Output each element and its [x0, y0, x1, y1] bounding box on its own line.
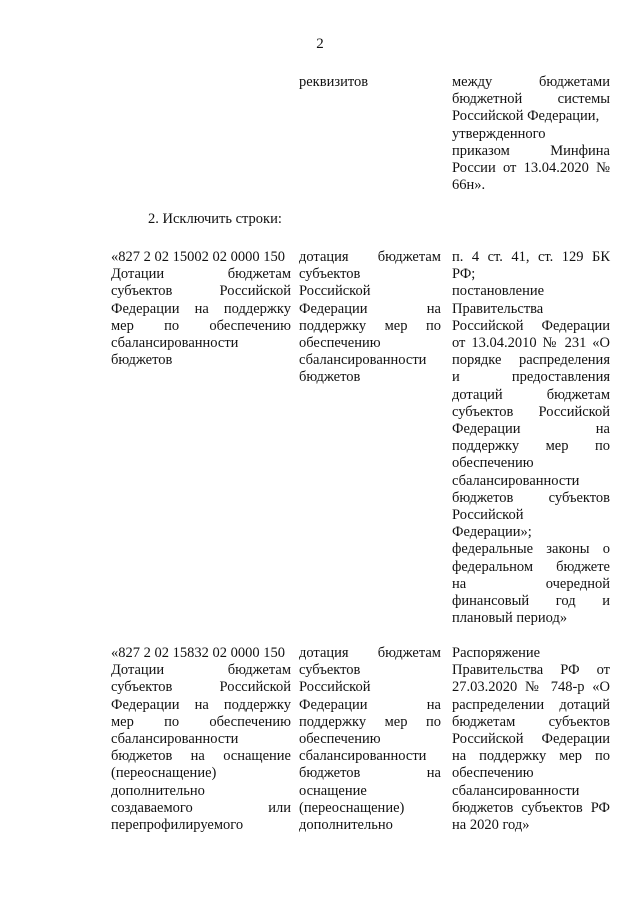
text-line: на поддержку мер по: [452, 748, 610, 765]
text-line: Федерации на: [299, 300, 441, 317]
text-line: поддержку мер по: [299, 713, 441, 730]
text-line: сбалансированности: [299, 748, 427, 765]
text-line: Российской Федерации: [452, 317, 610, 334]
row-1-legal-basis-cell: [452, 249, 610, 627]
row-2-code-cell: [111, 645, 291, 834]
text-line: бюджетов на: [299, 765, 441, 782]
text-line: бюджетам субъектов: [452, 713, 610, 730]
text-line: постановление: [452, 283, 545, 300]
text-line: федеральном бюджете: [452, 558, 610, 575]
text-line: Российской: [299, 283, 371, 300]
text-line: Федерации на поддержку: [111, 300, 291, 317]
top-row-requisites-cell: [299, 74, 439, 91]
text-line: поддержку мер по: [452, 438, 610, 455]
row-1-description-cell: [299, 249, 441, 387]
text-line: Дотации бюджетам: [111, 662, 291, 679]
text-line: создаваемого или: [111, 799, 291, 816]
text-line: бюджетов: [111, 352, 173, 369]
text-line: между бюджетами: [452, 74, 610, 90]
text-line: на 2020 год»: [452, 817, 530, 834]
text-line: бюджетов субъектов: [452, 489, 610, 506]
text-line: (переоснащение): [299, 799, 405, 816]
text-line: субъектов Российской: [111, 283, 291, 300]
text-line: дополнительно: [111, 782, 205, 799]
text-line: Федерации»;: [452, 524, 532, 541]
text-line: утвержденного: [452, 125, 546, 142]
text-line: 66н».: [452, 177, 486, 194]
text-line: Российской Федерации: [452, 731, 610, 748]
text-line: порядке распределения: [452, 352, 610, 369]
text-line: оснащение: [299, 782, 367, 799]
text-line: Дотации бюджетам: [111, 266, 291, 283]
page-number: 2: [316, 36, 324, 52]
text-line: Федерации на поддержку: [111, 696, 291, 713]
text-line: дотация бюджетам: [299, 249, 441, 265]
text-line: Российской Федерации,: [452, 108, 600, 125]
text-line: п. 4 ст. 41, ст. 129 БК: [452, 249, 610, 265]
text-line: Федерации на: [452, 421, 610, 438]
top-row-reference-cell: [452, 74, 610, 194]
row-2-description-cell: [299, 645, 441, 834]
text-line: РФ;: [452, 266, 476, 283]
text-line: субъектов Российской: [452, 403, 610, 420]
text-line: обеспечению: [299, 335, 381, 352]
text-line: плановый период»: [452, 610, 568, 627]
text-line: федеральные законы о: [452, 541, 610, 558]
text-line: Правительства: [452, 300, 544, 317]
text-line: России от 13.04.2020 №: [452, 160, 610, 177]
text-line: Российской: [299, 679, 371, 696]
text-line: финансовый год и: [452, 593, 610, 610]
text-line: Федерации на: [299, 696, 441, 713]
text-line: обеспечению: [299, 731, 381, 748]
text-line: сбалансированности: [111, 731, 239, 748]
text-line: реквизитов: [299, 74, 369, 90]
text-line: на очередной: [452, 575, 610, 592]
text-line: сбалансированности: [452, 782, 580, 799]
text-line: сбалансированности: [299, 352, 427, 369]
row-1-code-cell: [111, 249, 291, 369]
text-line: «827 2 02 15832 02 0000 150: [111, 645, 285, 661]
text-line: Распоряжение: [452, 645, 541, 661]
text-line: дотаций бюджетам: [452, 386, 610, 403]
text-line: бюджетов на оснащение: [111, 748, 291, 765]
text-line: от 13.04.2010 № 231 «О: [452, 335, 610, 352]
text-line: обеспечению: [452, 765, 534, 782]
text-line: (переоснащение): [111, 765, 217, 782]
text-line: 27.03.2020 № 748-р «О: [452, 679, 610, 696]
row-2-legal-basis-cell: [452, 645, 610, 834]
text-line: обеспечению: [452, 455, 534, 472]
text-line: бюджетов: [299, 369, 361, 386]
text-line: мер по обеспечению: [111, 317, 291, 334]
text-line: поддержку мер по: [299, 317, 441, 334]
text-line: Правительства РФ от: [452, 662, 610, 679]
text-line: бюджетной системы: [452, 91, 610, 108]
text-line: и предоставления: [452, 369, 610, 386]
text-line: перепрофилируемого: [111, 817, 244, 834]
text-line: Российской: [452, 507, 524, 524]
text-line: сбалансированности: [111, 335, 239, 352]
text-line: субъектов Российской: [111, 679, 291, 696]
text-line: дополнительно: [299, 817, 393, 834]
text-line: приказом Минфина: [452, 142, 610, 159]
text-line: субъектов: [299, 662, 361, 679]
text-line: сбалансированности: [452, 472, 580, 489]
text-line: распределении дотаций: [452, 696, 610, 713]
text-line: дотация бюджетам: [299, 645, 441, 661]
text-line: бюджетов субъектов РФ: [452, 799, 610, 816]
text-line: субъектов: [299, 266, 361, 283]
text-line: «827 2 02 15002 02 0000 150: [111, 249, 285, 265]
section-heading: 2. Исключить строки:: [148, 211, 282, 227]
text-line: мер по обеспечению: [111, 713, 291, 730]
